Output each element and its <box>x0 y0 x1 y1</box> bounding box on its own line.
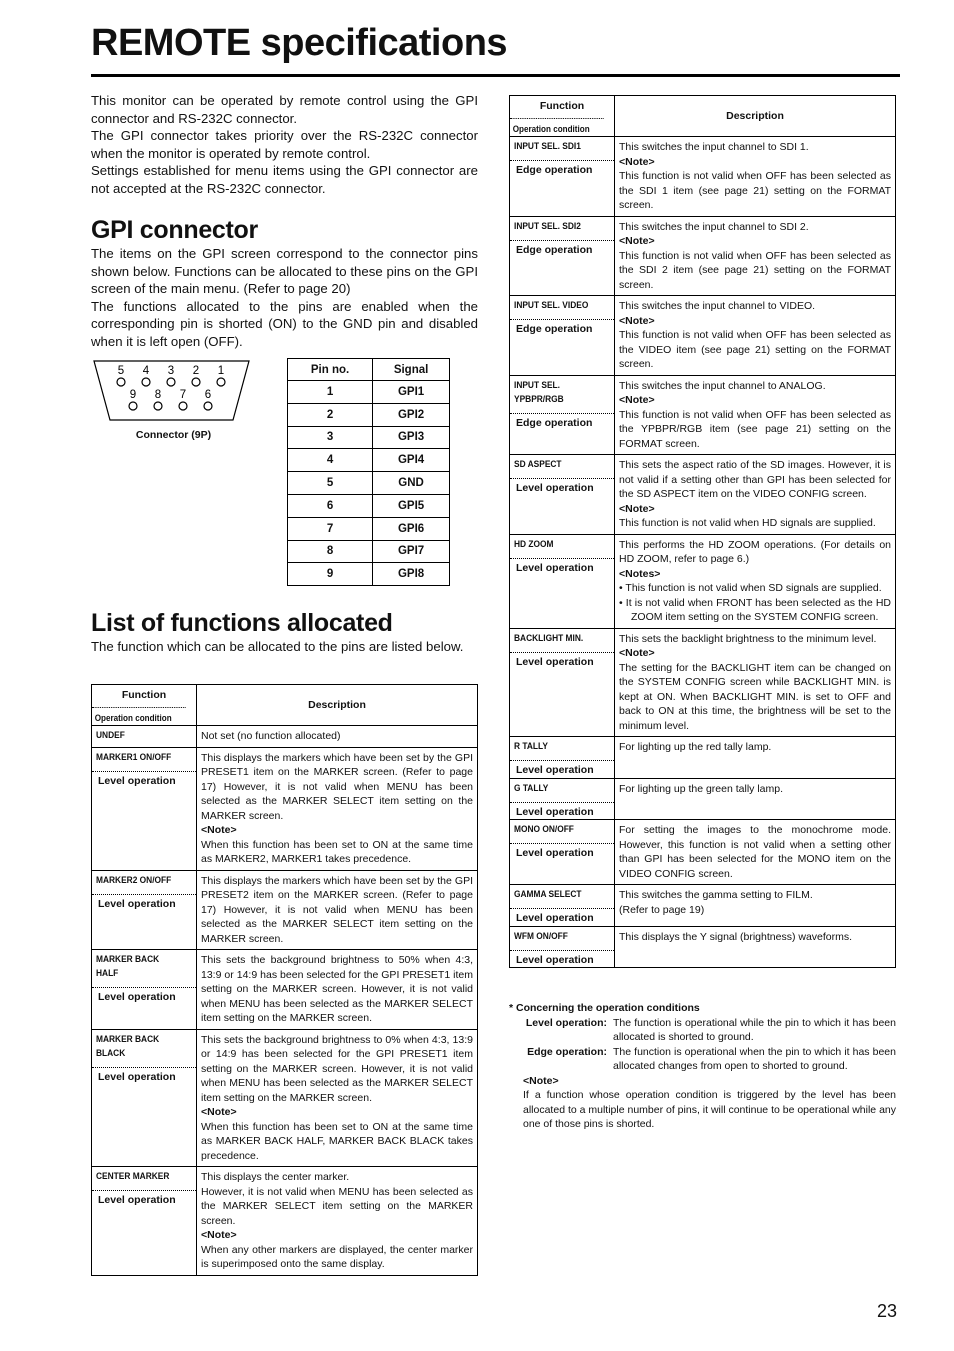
operation-condition: Level operation <box>510 908 614 926</box>
operation-condition: Edge operation <box>510 319 614 337</box>
function-cell <box>92 726 197 748</box>
note-text: If a function whose operation condition is triggered by the level has been allocated to a multiple number of pins, it will continue to be operational while any one of those pins is shorted. <box>523 1089 896 1130</box>
function-cell <box>510 455 615 535</box>
function-cell <box>510 216 615 296</box>
function-cell <box>510 778 615 820</box>
function-description <box>197 950 478 1030</box>
pin-row <box>288 494 450 517</box>
pin-label: 7 <box>179 389 187 401</box>
pin-signal: GPI2 <box>373 403 450 426</box>
pin-signal: GPI8 <box>373 563 450 586</box>
description-line: When this function has been set to ON at the same time as MARKER2, MARKER1 takes precedence. <box>201 838 473 865</box>
intro-paragraph: This monitor can be operated by remote control using the GPI connector and RS-232C connector. <box>91 93 478 126</box>
function-name: HD ZOOM <box>514 538 554 550</box>
pin-row <box>288 403 450 426</box>
function-description <box>615 885 896 927</box>
pin-hole <box>117 378 125 386</box>
function-cell <box>510 534 615 628</box>
functions-table-right <box>509 95 896 968</box>
pin-hole <box>204 402 212 410</box>
function-cell <box>92 1029 197 1167</box>
description-line: This function is not valid when OFF has been selected as the SDI 1 item (see page 21) setting on the FORMAT screen. <box>619 170 891 211</box>
pin-hole <box>129 402 137 410</box>
description-line: This function is not valid when HD signals are supplied. <box>619 517 876 529</box>
pin-row <box>288 381 450 404</box>
pin-hole <box>154 402 162 410</box>
pin-signal: GPI3 <box>373 426 450 449</box>
description-line: For lighting up the green tally lamp. <box>619 782 784 795</box>
function-cell <box>510 926 615 968</box>
description-line: This displays the Y signal (brightness) waveforms. <box>619 930 853 943</box>
function-header-label: Function <box>121 689 167 701</box>
pin-hole <box>192 378 200 386</box>
function-cell <box>510 375 615 455</box>
description-line: • This function is not valid when SD signals are supplied. <box>619 582 882 594</box>
functions-table-right-body <box>510 137 896 968</box>
function-name: MONO ON/OFF <box>514 824 574 835</box>
function-description <box>615 820 896 885</box>
pin-number: 9 <box>288 563 373 586</box>
function-cell <box>510 137 615 217</box>
function-row <box>510 628 896 737</box>
page-title: REMOTE specifications <box>91 22 508 64</box>
functions-table-header <box>510 96 896 137</box>
description-line: This switches the gamma setting to FILM. <box>619 889 813 901</box>
function-name: GAMMA SELECT <box>514 889 582 900</box>
function-description <box>197 1167 478 1276</box>
edge-operation-label: Edge operation: <box>527 1045 607 1058</box>
note-label: <Note> <box>619 314 655 327</box>
function-row <box>510 455 896 535</box>
function-row <box>92 747 478 870</box>
operation-condition: Level operation <box>92 771 196 789</box>
function-description <box>615 628 896 737</box>
function-name: MARKER2 ON/OFF <box>96 874 172 886</box>
function-row <box>510 737 896 779</box>
operation-condition: Level operation <box>510 802 614 820</box>
intro-paragraph: The GPI connector takes priority over the RS-232C connector when the monitor is operated by remote control. <box>91 128 478 161</box>
pin-signal: GPI7 <box>373 540 450 563</box>
functions-table-left-body <box>92 726 478 1276</box>
gpi-heading: GPI connector <box>91 216 258 244</box>
functions-table-left <box>91 684 478 1276</box>
function-description <box>615 296 896 376</box>
pin-number: 5 <box>288 472 373 495</box>
pin-number: 3 <box>288 426 373 449</box>
pin-number: 7 <box>288 517 373 540</box>
function-row <box>510 137 896 217</box>
level-operation-label: Level operation: <box>525 1016 607 1029</box>
pin-label: 3 <box>167 365 175 377</box>
pin-signal: GND <box>373 472 450 495</box>
operation-condition: Level operation <box>510 760 614 778</box>
description-line: This displays the center marker. <box>201 1171 350 1183</box>
function-row <box>92 950 478 1030</box>
function-description <box>615 455 896 535</box>
function-name: BACKLIGHT MIN. <box>514 632 584 644</box>
pin-signal: GPI4 <box>373 449 450 472</box>
function-description <box>615 534 896 628</box>
description-line: However, it is not valid when MENU has been selected as the MARKER SELECT item setting on the MARKER screen. <box>201 1185 473 1227</box>
function-cell <box>510 628 615 737</box>
gpi-paragraph: The items on the GPI screen correspond to the connector pins shown below. Functions can be allocated to these pins on the GPI screen of the main menu. (Refer to page 20) <box>91 246 478 297</box>
function-cell <box>92 1167 197 1276</box>
pin-hole <box>217 378 225 386</box>
description-line: This switches the input channel to SDI 1. <box>619 141 809 153</box>
function-description <box>615 926 896 968</box>
function-row <box>510 926 896 968</box>
function-cell <box>510 296 615 376</box>
function-row <box>510 778 896 820</box>
description-line: This sets the background brightness to 0% when 4:3, 13:9 or 14:9 has been selected for the GPI PRESET1 item setting on the MARKER screen. However, it is not valid when MENU has been selected as the MARKER SELECT item setting on the MARKER screen. <box>201 1033 473 1104</box>
edge-operation-note <box>509 1045 896 1074</box>
function-row <box>510 375 896 455</box>
note-label: <Note> <box>619 394 655 406</box>
note-label: <Note> <box>201 824 237 836</box>
pin-number: 4 <box>288 449 373 472</box>
pin-signal: GPI5 <box>373 494 450 517</box>
pin-row <box>288 426 450 449</box>
pin-label: 6 <box>204 389 212 401</box>
pin-number: 8 <box>288 540 373 563</box>
pin-label: 9 <box>129 389 137 401</box>
function-name: MARKER BACK HALF <box>96 954 160 979</box>
condition-header-label: Operation condition <box>510 118 604 137</box>
description-line: This performs the HD ZOOM operations. (For details on HD ZOOM, refer to page 6.) <box>619 538 891 565</box>
description-line: This switches the input channel to SDI 2. <box>619 220 809 233</box>
note-label: <Note> <box>619 502 655 515</box>
function-row <box>92 870 478 950</box>
function-name: INPUT SEL. YPBPR/RGB <box>514 379 564 405</box>
pin-no-header: Pin no. <box>288 359 373 381</box>
description-line: This displays the markers which have been set by the GPI PRESET2 item on the MARKER screen. (Refer to page 17) However, it is not valid when MENU has been selected as the MARKER SELECT item setting on the MARKER screen. <box>201 874 473 945</box>
function-description <box>615 137 896 217</box>
level-operation-text: The function is operational while the pin to which it has been allocated is shorted to ground. <box>613 1016 896 1043</box>
pin-row <box>288 517 450 540</box>
pin-hole <box>167 378 175 386</box>
function-row <box>510 820 896 885</box>
note-label: <Note> <box>523 1074 559 1087</box>
operation-condition: Level operation <box>92 894 196 912</box>
description-line: When this function has been set to ON at the same time as MARKER BACK HALF, MARKER BACK BLACK takes precedence. <box>201 1120 473 1162</box>
pin-hole <box>142 378 150 386</box>
operation-condition: Level operation <box>510 843 614 861</box>
function-header <box>510 96 615 137</box>
pin-label: 5 <box>117 365 125 377</box>
operation-conditions-notes <box>509 1001 896 1132</box>
pin-label: 1 <box>217 365 225 377</box>
pin-row <box>288 540 450 563</box>
footnote-heading: * Concerning the operation conditions <box>509 1002 700 1014</box>
function-description <box>197 1029 478 1167</box>
operation-condition: Edge operation <box>510 413 614 431</box>
functions-heading: List of functions allocated <box>91 609 393 637</box>
intro-paragraph: Settings established for menu items using the GPI connector are not accepted at the RS-232C connector. <box>91 163 478 196</box>
gpi-paragraph: The functions allocated to the pins are enabled when the corresponding pin is shorted (ON) to the GND pin and disabled when it is left open (OFF). <box>91 298 478 349</box>
description-line: This switches the input channel to VIDEO. <box>619 300 816 312</box>
function-name: SD ASPECT <box>514 459 562 470</box>
function-cell <box>92 870 197 950</box>
note-label: <Note> <box>619 235 655 247</box>
description-header: Description <box>615 96 896 137</box>
function-description <box>615 216 896 296</box>
function-row <box>510 216 896 296</box>
operation-condition: Level operation <box>510 950 614 968</box>
description-line: This function is not valid when OFF has been selected as the SDI 2 item (see page 21) setting on the FORMAT screen. <box>619 249 891 291</box>
function-cell <box>92 950 197 1030</box>
note-label: <Note> <box>619 155 655 168</box>
function-name: INPUT SEL. SDI2 <box>514 220 581 232</box>
description-line: This function is not valid when OFF has been selected as the YPBPR/RGB item (see page 21) setting on the FORMAT screen. <box>619 408 891 450</box>
function-description <box>615 375 896 455</box>
edge-operation-text: The function is operational when the pin to which it has been allocated changes from open to shorted to ground. <box>613 1045 896 1072</box>
function-row <box>92 1029 478 1167</box>
function-name: MARKER BACK BLACK <box>96 1033 160 1059</box>
gpi-text <box>91 245 478 351</box>
pin-table <box>287 358 450 586</box>
level-operation-note <box>509 1016 896 1045</box>
description-line: This displays the markers which have been set by the GPI PRESET1 item on the MARKER screen. (Refer to page 17) However, it is not valid when MENU has been selected as the MARKER SELECT item setting on the MARKER screen. <box>201 751 473 822</box>
function-description <box>197 747 478 870</box>
pin-label: 2 <box>192 365 200 377</box>
operation-condition: Edge operation <box>510 160 614 178</box>
title-rule <box>91 74 900 77</box>
page-number: 23 <box>877 1301 898 1321</box>
operation-condition: Edge operation <box>510 240 614 258</box>
description-line: This sets the backlight brightness to the minimum level. <box>619 632 877 645</box>
description-line: When any other markers are displayed, the center marker is superimposed onto the same display. <box>201 1243 473 1270</box>
function-cell <box>510 737 615 779</box>
description-line: The setting for the BACKLIGHT item can be changed on the SYSTEM CONFIG screen while BACKLIGHT MIN. is kept at ON. When BACKLIGHT MIN. is set to OFF and back to ON at this time, the brightness will be set to the minimum level. <box>619 661 891 732</box>
function-row <box>92 726 478 748</box>
note-label: <Note> <box>619 647 655 659</box>
function-cell <box>92 747 197 870</box>
functions-intro: The function which can be allocated to the pins are listed below. <box>91 639 464 654</box>
description-line: Not set (no function allocated) <box>201 730 341 742</box>
description-line: • It is not valid when FRONT has been selected as the HD ZOOM item setting on the SYSTEM CONFIG screen. <box>619 596 891 623</box>
pin-signal: GPI1 <box>373 381 450 404</box>
function-name: MARKER1 ON/OFF <box>96 751 172 763</box>
function-name: INPUT SEL. VIDEO <box>514 300 589 311</box>
description-line: This switches the input channel to ANALOG. <box>619 379 826 392</box>
pin-table-header <box>288 359 450 381</box>
connector-label: Connector (9P) <box>135 429 212 441</box>
pin-label: 8 <box>154 389 162 401</box>
pin-row <box>288 449 450 472</box>
functions-table-header <box>92 685 478 726</box>
function-name: INPUT SEL. SDI1 <box>514 141 581 152</box>
description-line: This sets the aspect ratio of the SD images. However, it is not valid if a setting other than GPI has been selected for the SD ASPECT item on the VIDEO CONFIG screen. <box>619 459 891 500</box>
function-row <box>510 534 896 628</box>
function-description <box>197 726 478 748</box>
operation-condition: Level operation <box>510 652 614 670</box>
function-description <box>615 778 896 820</box>
pin-hole <box>179 402 187 410</box>
function-cell <box>510 820 615 885</box>
function-row <box>510 296 896 376</box>
description-line: For setting the images to the monochrome mode. However, this function is not valid when a setting other than GPI has been selected for the MONO item on the VIDEO CONFIG screen. <box>619 824 891 880</box>
note-label: <Note> <box>201 1229 237 1241</box>
function-name: R TALLY <box>514 741 548 752</box>
pin-row <box>288 472 450 495</box>
function-description <box>197 870 478 950</box>
pin-number: 6 <box>288 494 373 517</box>
operation-condition: Level operation <box>92 987 196 1005</box>
operation-condition: Level operation <box>92 1190 196 1208</box>
function-row <box>510 885 896 927</box>
pin-label: 4 <box>142 365 150 377</box>
function-name: WFM ON/OFF <box>514 930 568 942</box>
pin-signal: GPI6 <box>373 517 450 540</box>
pin-number: 2 <box>288 403 373 426</box>
note-label: <Notes> <box>619 567 661 580</box>
description-line: (Refer to page 19) <box>619 903 705 916</box>
description-line: This sets the background brightness to 50% when 4:3, 13:9 or 14:9 has been selected for the GPI PRESET1 item setting on the MARKER screen. However, it is not valid when MENU has been selected as the MARKER SELECT item setting on the MARKER screen. <box>201 954 473 1024</box>
function-name: G TALLY <box>514 782 549 794</box>
description-header: Description <box>197 685 478 726</box>
function-cell <box>510 885 615 927</box>
description-line: This function is not valid when OFF has been selected as the VIDEO item (see page 21) setting on the FORMAT screen. <box>619 329 891 370</box>
pin-number: 1 <box>288 381 373 404</box>
function-description <box>615 737 896 779</box>
function-name: UNDEF <box>96 730 125 741</box>
condition-header-label: Operation condition <box>92 707 186 726</box>
function-header <box>92 685 197 726</box>
description-line: For lighting up the red tally lamp. <box>619 741 772 753</box>
operation-condition: Level operation <box>510 478 614 496</box>
function-row <box>92 1167 478 1276</box>
operation-condition: Level operation <box>92 1067 196 1085</box>
operation-condition: Level operation <box>510 558 614 576</box>
function-header-label: Function <box>539 100 585 112</box>
pin-row <box>288 563 450 586</box>
note-label: <Note> <box>201 1106 237 1118</box>
function-name: CENTER MARKER <box>96 1171 170 1182</box>
intro-text <box>91 92 478 198</box>
pin-table-body <box>288 381 450 586</box>
signal-header: Signal <box>373 359 450 381</box>
